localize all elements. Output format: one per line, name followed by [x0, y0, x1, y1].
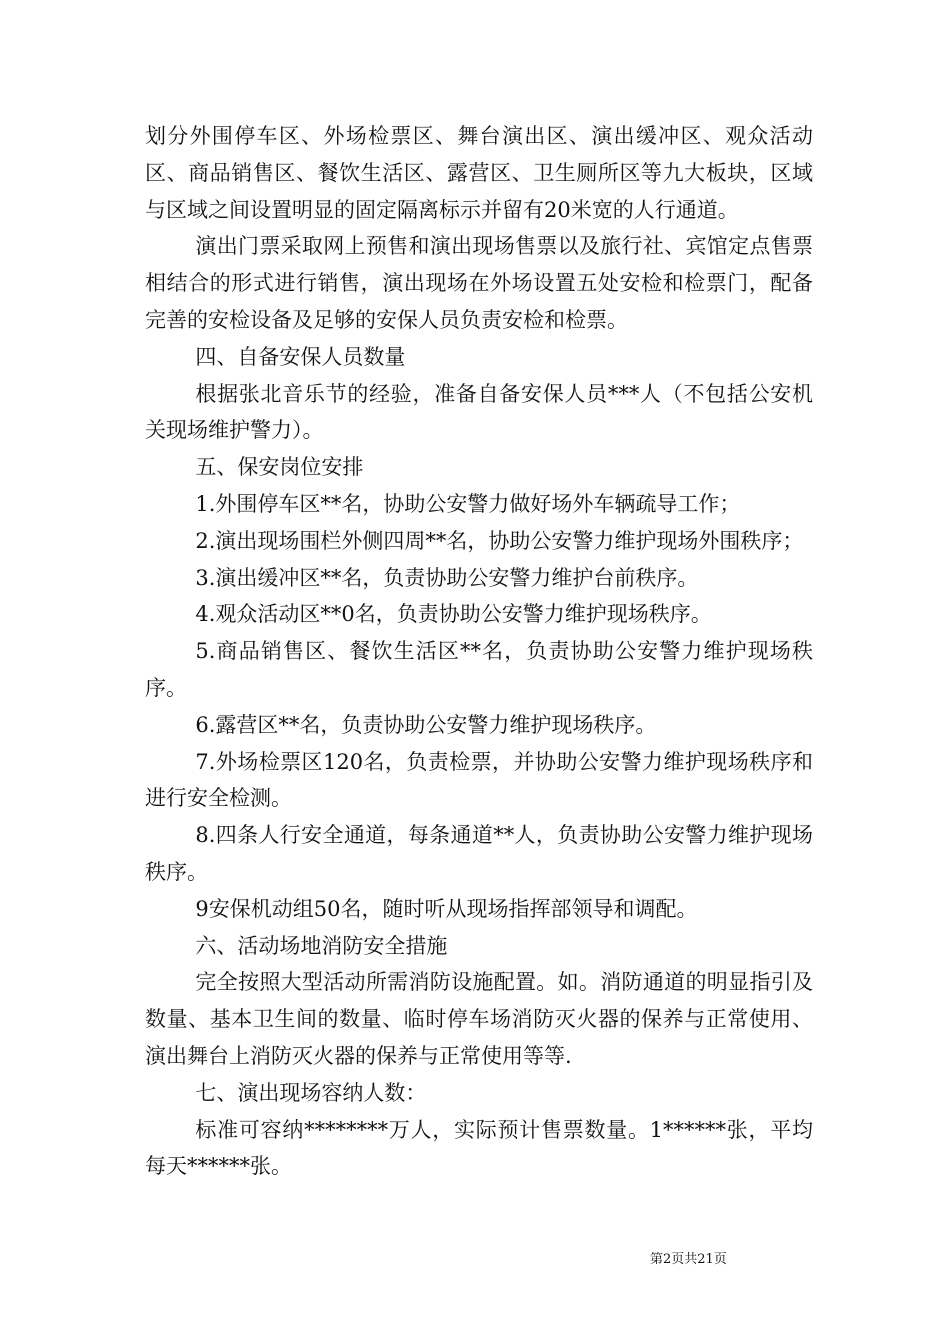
paragraph: 3.演出缓冲区**名，负责协助公安警力维护台前秩序。: [195, 565, 699, 590]
paragraph: 5.商品销售区、餐饮生活区**名，负责协助公安警力维护现场秩序。: [145, 639, 813, 700]
paragraph: 划分外围停车区、外场检票区、舞台演出区、演出缓冲区、观众活动区、商品销售区、餐饮生活区、露营区、卫生厕所区等九大板块，区域与区域之间设置明显的固定隔离标示并留有20米宽的人行通道。: [145, 124, 813, 222]
paragraph: 7.外场检票区120名，负责检票，并协助公安警力维护现场秩序和进行安全检测。: [145, 749, 813, 811]
paragraph: 4.观众活动区**0名，负责协助公安警力维护现场秩序。: [195, 602, 712, 627]
paragraph: 标准可容纳********万人，实际预计售票数量。1******张，平均每天******张。: [145, 1117, 813, 1179]
paragraph: 9安保机动组50名，随时听从现场指挥部领导和调配。: [195, 896, 698, 921]
paragraph: 演出门票采取网上预售和演出现场售票以及旅行社、宾馆定点售票相结合的形式进行销售，演出现场在外场设置五处安检和检票门，配备完善的安检设备及足够的安保人员负责安检和检票。: [145, 234, 813, 332]
page-number: 第2页共21页: [650, 1252, 727, 1267]
paragraph: 6.露营区**名，负责协助公安警力维护现场秩序。: [195, 712, 657, 737]
paragraph: 8.四条人行安全通道，每条通道**人，负责协助公安警力维护现场秩序。: [145, 823, 813, 884]
paragraph: 六、活动场地消防安全措施: [195, 933, 448, 958]
paragraph: 1.外围停车区**名，协助公安警力做好场外车辆疏导工作；: [195, 491, 741, 516]
paragraph: 根据张北音乐节的经验，准备自备安保人员***人（不包括公安机关现场维护警力）。: [145, 381, 813, 443]
document-body: [145, 118, 813, 1185]
paragraph: 完全按照大型活动所需消防设施配置。如。消防通道的明显指引及数量、基本卫生间的数量、临时停车场消防灭火器的保养与正常使用、演出舞台上消防灭火器的保养与正常使用等等.: [145, 970, 813, 1068]
paragraph: 七、演出现场容纳人数：: [195, 1080, 427, 1105]
paragraph: 四、自备安保人员数量: [195, 344, 406, 369]
paragraph: 五、保安岗位安排: [195, 455, 364, 480]
paragraph: 2.演出现场围栏外侧四周**名，协助公安警力维护现场外围秩序；: [195, 528, 804, 553]
